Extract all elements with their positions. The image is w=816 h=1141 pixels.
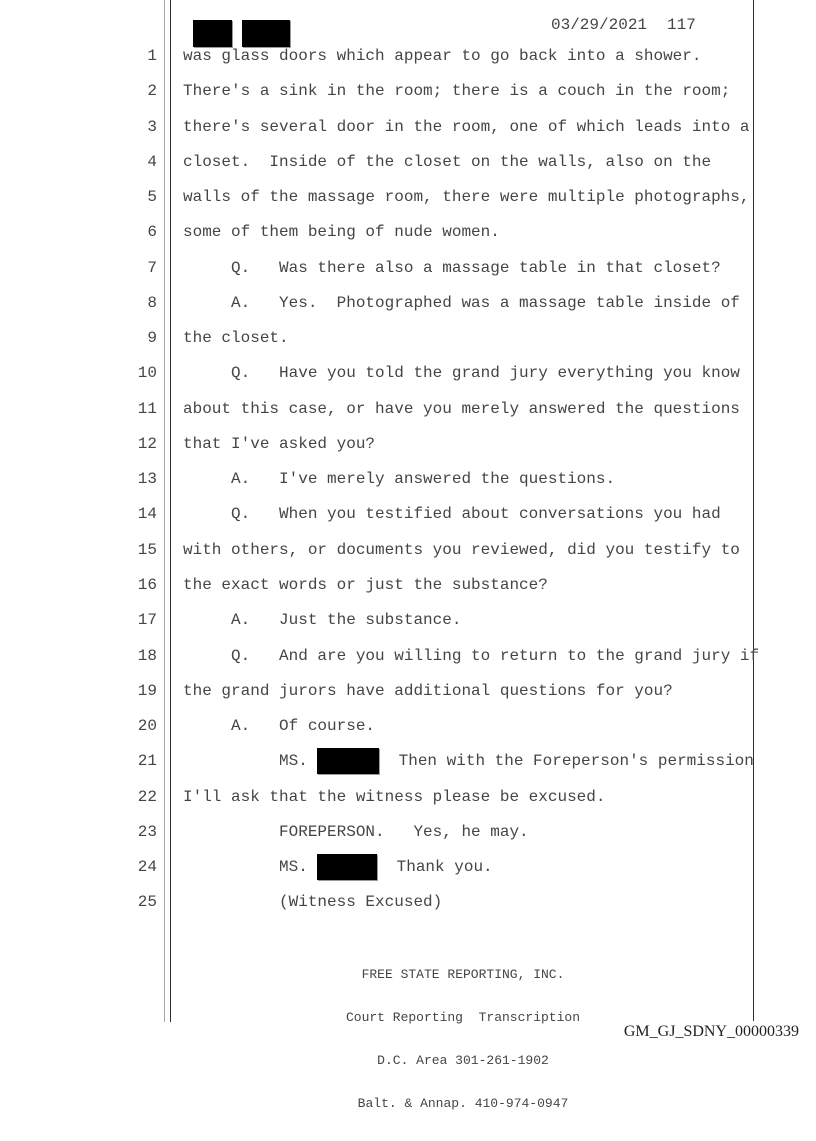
transcript-line (0, 533, 816, 568)
transcript-line (0, 180, 816, 215)
line-text: Q. Have you told the grand jury everything you know (183, 364, 740, 383)
line-text: the closet. (183, 329, 289, 348)
line-number: 24 (137, 858, 157, 877)
line-text: the grand jurors have additional questions for you? (183, 681, 673, 700)
line-number: 7 (147, 258, 157, 277)
transcript-lines (0, 39, 816, 921)
line-text: Q. And are you willing to return to the grand jury if (183, 646, 760, 665)
transcript-line (0, 145, 816, 180)
line-text: was glass doors which appear to go back into a shower. (183, 47, 702, 65)
bates-number: GM_GJ_SDNY_00000339 (623, 1023, 799, 1040)
line-text: about this case, or have you merely answered the questions (183, 399, 740, 418)
transcript-line (0, 215, 816, 250)
header-page-number: 117 (667, 16, 696, 34)
line-number: 20 (137, 717, 157, 736)
line-number: 25 (137, 893, 157, 912)
line-number: 1 (147, 47, 157, 65)
line-number: 22 (137, 787, 157, 806)
transcript-line (0, 603, 816, 638)
line-text: Q. When you testified about conversations you had (183, 505, 721, 524)
transcript-line (0, 674, 816, 709)
line-number: 6 (147, 223, 157, 242)
transcript-line (0, 39, 816, 74)
line-number: 10 (137, 364, 157, 383)
transcript-line (0, 709, 816, 744)
footer-line: Balt. & Annap. 410-974-0947 (357, 1096, 569, 1112)
line-number: 14 (137, 505, 157, 524)
line-number: 11 (137, 399, 157, 418)
line-text: closet. Inside of the closet on the walls, also on the (183, 152, 712, 171)
line-text: with others, or documents you reviewed, did you testify to (183, 540, 740, 559)
line-number: 21 (137, 752, 157, 771)
line-number: 8 (147, 293, 157, 312)
redaction-box (317, 854, 377, 880)
header-date: 03/29/2021 (551, 16, 648, 34)
transcript-line (0, 392, 816, 427)
line-number: 16 (137, 575, 157, 594)
transcript-line (0, 286, 816, 321)
line-text: There's a sink in the room; there is a couch in the room; (183, 82, 731, 101)
line-number: 17 (137, 611, 157, 630)
line-number: 2 (147, 82, 157, 101)
line-text: Q. Was there also a massage table in that closet? (183, 258, 721, 277)
line-number: 12 (137, 434, 157, 453)
line-text: there's several door in the room, one of which leads into a (183, 117, 750, 136)
transcript-line (0, 568, 816, 603)
line-number: 9 (147, 329, 157, 348)
transcript-line (0, 74, 816, 109)
transcript-line (0, 356, 816, 391)
line-number: 18 (137, 646, 157, 665)
line-text: A. Yes. Photographed was a massage table inside of (183, 293, 740, 312)
line-number: 5 (147, 188, 157, 207)
line-text: MS. Thank you. (183, 850, 493, 885)
footer-line: Court Reporting Transcription (345, 1010, 581, 1026)
transcript-line (0, 321, 816, 356)
line-text: FOREPERSON. Yes, he may. (183, 822, 529, 841)
transcript-line (0, 639, 816, 674)
footer-line: FREE STATE REPORTING, INC. (361, 966, 565, 982)
footer-line: D.C. Area 301-261-1902 (377, 1053, 549, 1069)
transcript-line (0, 427, 816, 462)
line-text: MS. Then with the Foreperson's permission (183, 744, 754, 779)
line-number: 3 (147, 117, 157, 136)
line-number: 19 (137, 681, 157, 700)
transcript-line (0, 497, 816, 532)
line-text: I'll ask that the witness please be excused. (183, 787, 606, 806)
transcript-line (0, 744, 816, 779)
line-number: 15 (137, 540, 157, 559)
transcript-line (0, 780, 816, 815)
line-text: the exact words or just the substance? (183, 575, 548, 594)
redaction-box (317, 748, 379, 774)
line-text: walls of the massage room, there were multiple photographs, (183, 188, 750, 207)
line-text: some of them being of nude women. (183, 223, 500, 242)
transcript-line (0, 885, 816, 920)
line-text: that I've asked you? (183, 434, 376, 453)
line-text: A. I've merely answered the questions. (183, 470, 616, 489)
line-number: 23 (137, 822, 157, 841)
line-number: 13 (137, 470, 157, 489)
transcript-line (0, 251, 816, 286)
line-number: 4 (147, 152, 157, 171)
transcript-line (0, 110, 816, 145)
line-text: A. Of course. (183, 717, 376, 736)
line-text: (Witness Excused) (183, 893, 443, 912)
transcript-line (0, 815, 816, 850)
transcript-line (0, 462, 816, 497)
transcript-line (0, 850, 816, 885)
line-text: A. Just the substance. (183, 611, 462, 630)
